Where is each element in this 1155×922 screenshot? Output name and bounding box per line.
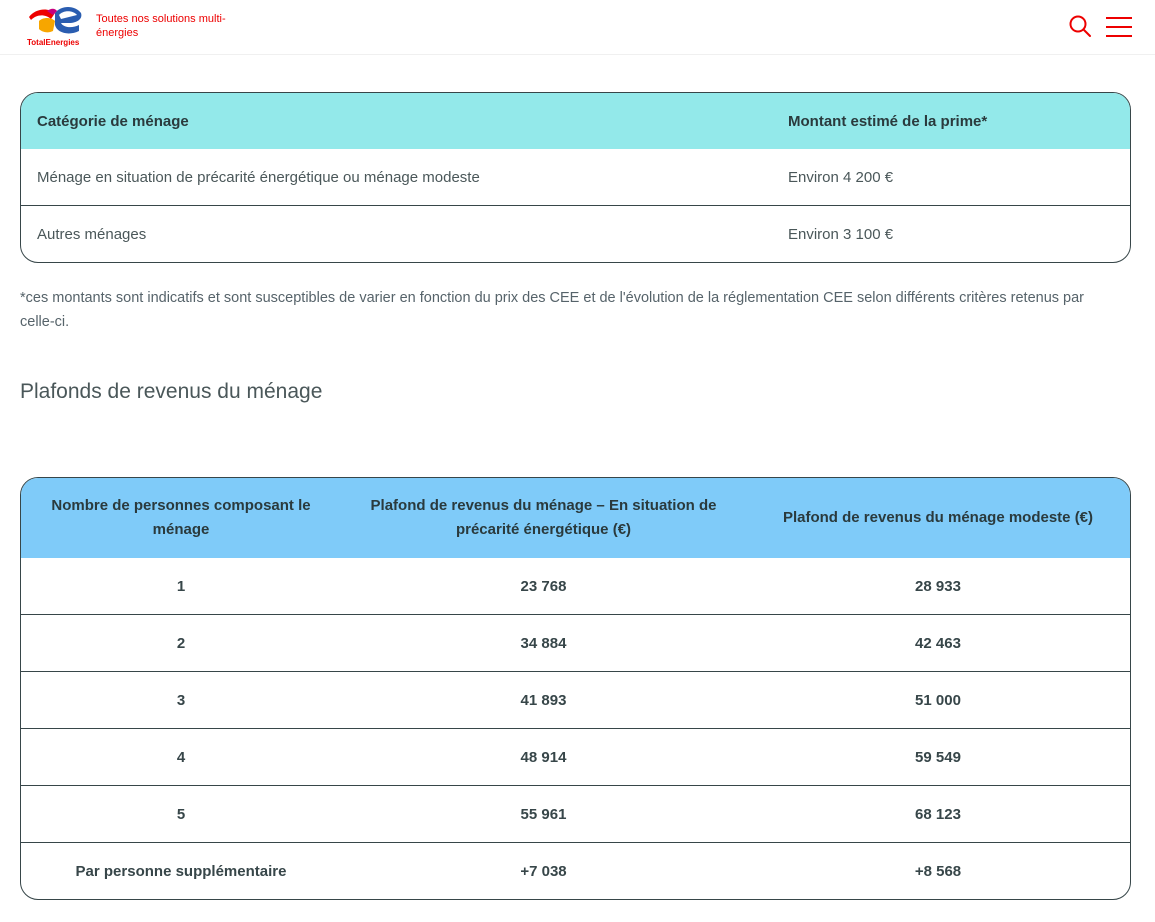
table-row: [21, 558, 1130, 615]
table-cell: +7 038: [520, 863, 567, 880]
menu-button[interactable]: [1106, 16, 1132, 38]
table-cell: 3: [176, 691, 186, 709]
section-title: Plafonds de revenus du ménage: [20, 380, 323, 403]
table-cell: 48 914: [520, 748, 567, 766]
table-header-row: [21, 93, 1130, 149]
column-header-modest-ceiling: Plafond de revenus du ménage modeste (€): [782, 509, 1094, 526]
table-cell: Environ 4 200 €: [788, 168, 894, 186]
table-cell: 55 961: [520, 805, 567, 823]
table-cell: Autres ménages: [37, 226, 147, 243]
table-cell: 42 463: [915, 634, 961, 652]
table-cell: 4: [176, 748, 186, 766]
table-row: [21, 786, 1130, 843]
table-cell: 41 893: [520, 691, 567, 709]
footnote-text: *ces montants sont indicatifs et sont susceptibles de varier en fonction du prix des CEE et de l'évolution de la réglementation CEE selon différents critères retenus par celle-ci.: [20, 290, 1084, 330]
site-header: [0, 0, 1155, 55]
hamburger-menu-icon: [1106, 16, 1132, 38]
table-cell: 28 933: [915, 577, 961, 595]
table-header-row: [21, 478, 1130, 558]
table-row: [21, 843, 1130, 900]
column-header-amount: Montant estimé de la prime*: [788, 112, 988, 130]
column-header-precarity-ceiling: Plafond de revenus du ménage – En situation de précarité énergétique (€): [370, 497, 717, 538]
table-cell: Par personne supplémentaire: [75, 863, 287, 880]
column-header-category: Catégorie de ménage: [37, 112, 189, 130]
table-cell: Ménage en situation de précarité énergétique ou ménage modeste: [37, 168, 480, 186]
table-row: [21, 672, 1130, 729]
table-cell: 34 884: [520, 634, 567, 652]
table-cell: 5: [176, 805, 186, 823]
table-row: [21, 615, 1130, 672]
table-cell: 59 549: [915, 748, 961, 766]
column-header-persons: Nombre de personnes composant le ménage: [51, 497, 311, 538]
search-icon: [1068, 14, 1092, 38]
table-cell: 1: [176, 577, 186, 595]
table-row: [21, 206, 1130, 263]
table-cell: 51 000: [915, 691, 961, 709]
table-cell: 23 768: [520, 577, 567, 595]
logo-wordmark: TotalEnergies: [27, 38, 80, 47]
prime-estimate-table: [20, 92, 1131, 263]
table-cell: 68 123: [915, 805, 961, 823]
totalenergies-logo[interactable]: [25, 5, 85, 49]
table-row: [21, 149, 1130, 206]
logo-mark-icon: [25, 5, 85, 37]
table-cell: +8 568: [914, 863, 962, 880]
income-ceiling-table: [20, 477, 1131, 900]
header-tagline: Toutes nos solutions multi-énergies: [96, 13, 226, 39]
search-button[interactable]: [1068, 14, 1092, 38]
table-cell: 2: [176, 634, 186, 652]
table-row: [21, 729, 1130, 786]
table-cell: Environ 3 100 €: [788, 226, 894, 243]
